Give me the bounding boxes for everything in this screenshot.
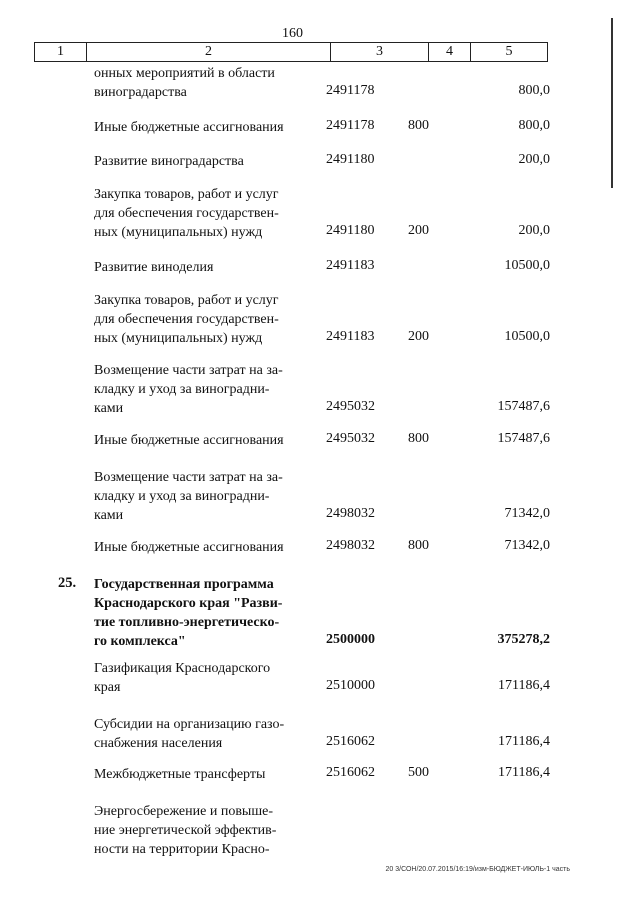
row-code: 2516062 [326,765,375,780]
row-name-line: кладку и уход за виноградни- [94,382,270,397]
row-name-line: Развитие виноградарства [94,154,244,169]
row-name [94,538,308,557]
row-amount: 10500,0 [504,258,550,273]
row-amount: 800,0 [518,83,550,98]
row-name [94,659,308,697]
row-name-line: для обеспечения государствен- [94,206,279,221]
row-amount: 375278,2 [497,632,550,647]
row-name [94,118,308,137]
row-code: 2516062 [326,734,375,749]
row-name-line: кладку и уход за виноградни- [94,489,270,504]
page-number: 160 [282,26,303,41]
row-name-line: ных (муниципальных) нужд [94,331,263,346]
row-amount: 71342,0 [504,538,550,553]
row-name-line: онных мероприятий в области [94,66,275,81]
row-amount: 200,0 [518,223,550,238]
row-number: 25. [58,575,77,591]
row-name-line: виноградарства [94,85,187,100]
row-code: 2491183 [326,329,375,344]
row-name-line: Возмещение части затрат на за- [94,470,283,485]
row-name-line: Закупка товаров, работ и услуг [94,187,279,202]
row-expense-type: 800 [408,431,429,446]
header-col-3: 3 [331,43,429,61]
row-amount: 171186,4 [498,734,550,749]
row-code: 2491180 [326,152,375,167]
row-name [94,468,308,525]
row-name-line: Иные бюджетные ассигнования [94,433,284,448]
row-name [94,765,308,784]
row-code: 2491178 [326,118,375,133]
row-expense-type: 800 [408,118,429,133]
header-col-4: 4 [429,43,471,61]
row-name [94,431,308,450]
row-code: 2500000 [326,632,375,647]
row-expense-type: 800 [408,538,429,553]
row-expense-type: 200 [408,223,429,238]
row-name [94,361,308,418]
row-name-line: ние энергетической эффектив- [94,823,277,838]
row-name [94,802,308,859]
row-name-line: для обеспечения государствен- [94,312,279,327]
row-code: 2495032 [326,399,375,414]
row-name [94,152,308,171]
row-code: 2510000 [326,678,375,693]
row-code: 2498032 [326,506,375,521]
header-col-1: 1 [35,43,87,61]
row-name-line: ных (муниципальных) нужд [94,225,263,240]
row-amount: 10500,0 [504,329,550,344]
row-expense-type: 500 [408,765,429,780]
header-col-2: 2 [87,43,331,61]
footer-note: 20 3/СОН/20.07.2015/16:19/изм-БЮДЖЕТ-ИЮЛЬ-1 часть [385,866,570,873]
row-name-line: го комплекса" [94,634,186,649]
row-name [94,291,308,348]
row-name-line: Межбюджетные трансферты [94,767,266,782]
row-name-line: Закупка товаров, работ и услуг [94,293,279,308]
row-amount: 157487,6 [497,399,550,414]
row-name-line: Иные бюджетные ассигнования [94,120,284,135]
row-code: 2498032 [326,538,375,553]
row-name-line: Развитие виноделия [94,260,214,275]
row-name [94,185,308,242]
row-amount: 800,0 [518,118,550,133]
row-amount: 200,0 [518,152,550,167]
row-name [94,64,308,102]
row-amount: 71342,0 [504,506,550,521]
row-name-line: края [94,680,121,695]
row-name-line: Энергосбережение и повыше- [94,804,273,819]
row-amount: 171186,4 [498,765,550,780]
header-col-5: 5 [505,44,513,59]
row-code: 2491180 [326,223,375,238]
row-amount: 157487,6 [497,431,550,446]
row-name-line: Иные бюджетные ассигнования [94,540,284,555]
row-name [94,258,308,277]
row-name-line: тие топливно-энергетическо- [94,615,280,630]
row-name-line: ками [94,401,124,416]
row-name-line: Возмещение части затрат на за- [94,363,283,378]
table-header [34,42,548,62]
row-name-line: ками [94,508,124,523]
row-amount: 171186,4 [498,678,550,693]
margin-rule [611,18,613,188]
row-code: 2491183 [326,258,375,273]
row-name-line: Государственная программа [94,577,274,592]
row-code: 2495032 [326,431,375,446]
row-name [94,575,304,651]
row-name-line: Краснодарского края "Разви- [94,596,283,611]
row-name [94,715,308,753]
row-name-line: Субсидии на организацию газо- [94,717,285,732]
row-expense-type: 200 [408,329,429,344]
row-code: 2491178 [326,83,375,98]
row-name-line: Газификация Краснодарского [94,661,271,676]
row-name-line: ности на территории Красно- [94,842,270,857]
row-name-line: снабжения населения [94,736,223,751]
